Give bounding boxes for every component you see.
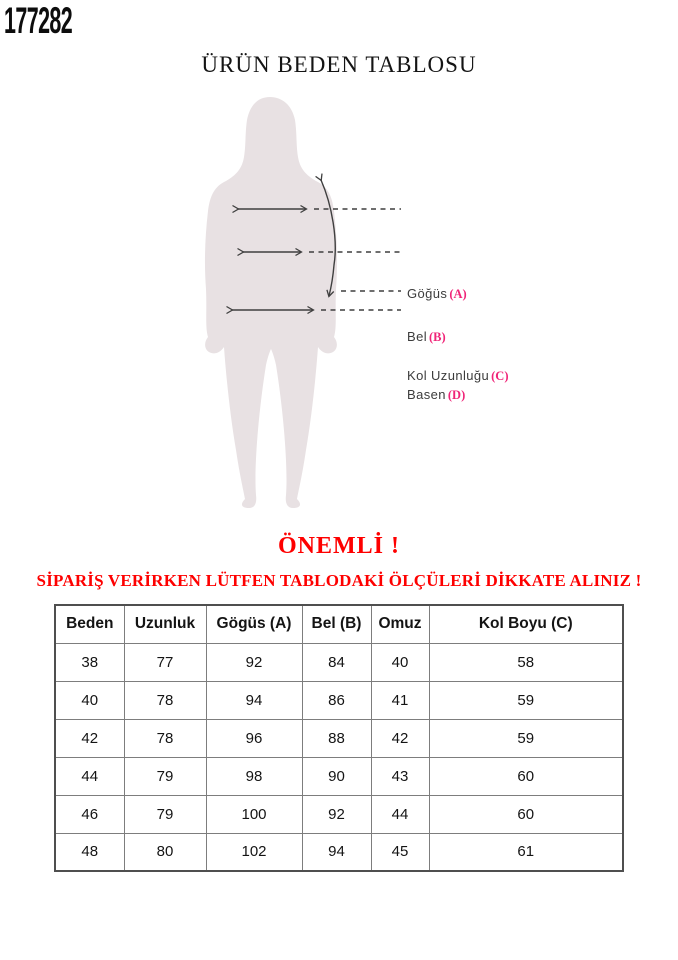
- cell-uzunluk: 78: [124, 719, 206, 757]
- cell-beden: 44: [55, 757, 124, 795]
- cell-uzunluk: 78: [124, 681, 206, 719]
- header-gogus: Gögüs (A): [206, 605, 302, 643]
- cell-gogus: 100: [206, 795, 302, 833]
- measurement-diagram: [0, 85, 678, 515]
- product-code: 177282: [4, 0, 73, 41]
- cell-gogus: 92: [206, 643, 302, 681]
- header-bel: Bel (B): [302, 605, 371, 643]
- cell-kol-boyu: 59: [429, 681, 623, 719]
- waist-label-text: Bel: [407, 329, 427, 344]
- header-uzunluk: Uzunluk: [124, 605, 206, 643]
- cell-uzunluk: 79: [124, 757, 206, 795]
- cell-kol-boyu: 60: [429, 795, 623, 833]
- cell-omuz: 45: [371, 833, 429, 871]
- waist-label-letter: (B): [429, 330, 446, 344]
- order-warning-text: SİPARİŞ VERİRKEN LÜTFEN TABLODAKİ ÖLÇÜLERİ DİKKATE ALINIZ !: [36, 571, 642, 590]
- table-row: [55, 757, 623, 795]
- header-omuz: Omuz: [371, 605, 429, 643]
- important-heading: ÖNEMLİ !: [278, 533, 400, 559]
- chest-label-text: Göğüs: [407, 286, 448, 301]
- header-beden: Beden: [55, 605, 124, 643]
- cell-beden: 38: [55, 643, 124, 681]
- cell-uzunluk: 77: [124, 643, 206, 681]
- body-diagram-svg: [0, 85, 678, 515]
- cell-bel: 86: [302, 681, 371, 719]
- cell-bel: 88: [302, 719, 371, 757]
- cell-beden: 42: [55, 719, 124, 757]
- chest-label: [407, 286, 467, 302]
- hip-label: [407, 387, 465, 403]
- cell-gogus: 98: [206, 757, 302, 795]
- table-row: [55, 643, 623, 681]
- chest-label-letter: (A): [449, 287, 467, 301]
- arm-length-label-text: Kol Uzunluğu: [407, 368, 490, 383]
- cell-kol-boyu: 58: [429, 643, 623, 681]
- cell-beden: 48: [55, 833, 124, 871]
- cell-kol-boyu: 59: [429, 719, 623, 757]
- cell-omuz: 44: [371, 795, 429, 833]
- waist-label: [407, 329, 446, 345]
- body-silhouette-shape: [205, 97, 337, 508]
- cell-uzunluk: 79: [124, 795, 206, 833]
- cell-kol-boyu: 60: [429, 757, 623, 795]
- table-row: [55, 833, 623, 871]
- cell-omuz: 43: [371, 757, 429, 795]
- size-table: [54, 604, 624, 872]
- cell-beden: 46: [55, 795, 124, 833]
- cell-bel: 90: [302, 757, 371, 795]
- cell-gogus: 94: [206, 681, 302, 719]
- cell-gogus: 96: [206, 719, 302, 757]
- cell-omuz: 41: [371, 681, 429, 719]
- table-row: [55, 681, 623, 719]
- cell-bel: 84: [302, 643, 371, 681]
- header-kol-boyu: Kol Boyu (C): [429, 605, 623, 643]
- page-title: ÜRÜN BEDEN TABLOSU: [201, 52, 477, 77]
- arm-length-label: [407, 368, 509, 384]
- size-table-header-row: [55, 605, 623, 643]
- cell-gogus: 102: [206, 833, 302, 871]
- cell-uzunluk: 80: [124, 833, 206, 871]
- cell-kol-boyu: 61: [429, 833, 623, 871]
- cell-beden: 40: [55, 681, 124, 719]
- hip-label-letter: (D): [447, 388, 466, 402]
- cell-omuz: 42: [371, 719, 429, 757]
- table-row: [55, 795, 623, 833]
- hip-label-text: Basen: [407, 387, 446, 402]
- table-row: [55, 719, 623, 757]
- cell-bel: 92: [302, 795, 371, 833]
- arm-length-label-letter: (C): [491, 369, 509, 383]
- cell-omuz: 40: [371, 643, 429, 681]
- cell-bel: 94: [302, 833, 371, 871]
